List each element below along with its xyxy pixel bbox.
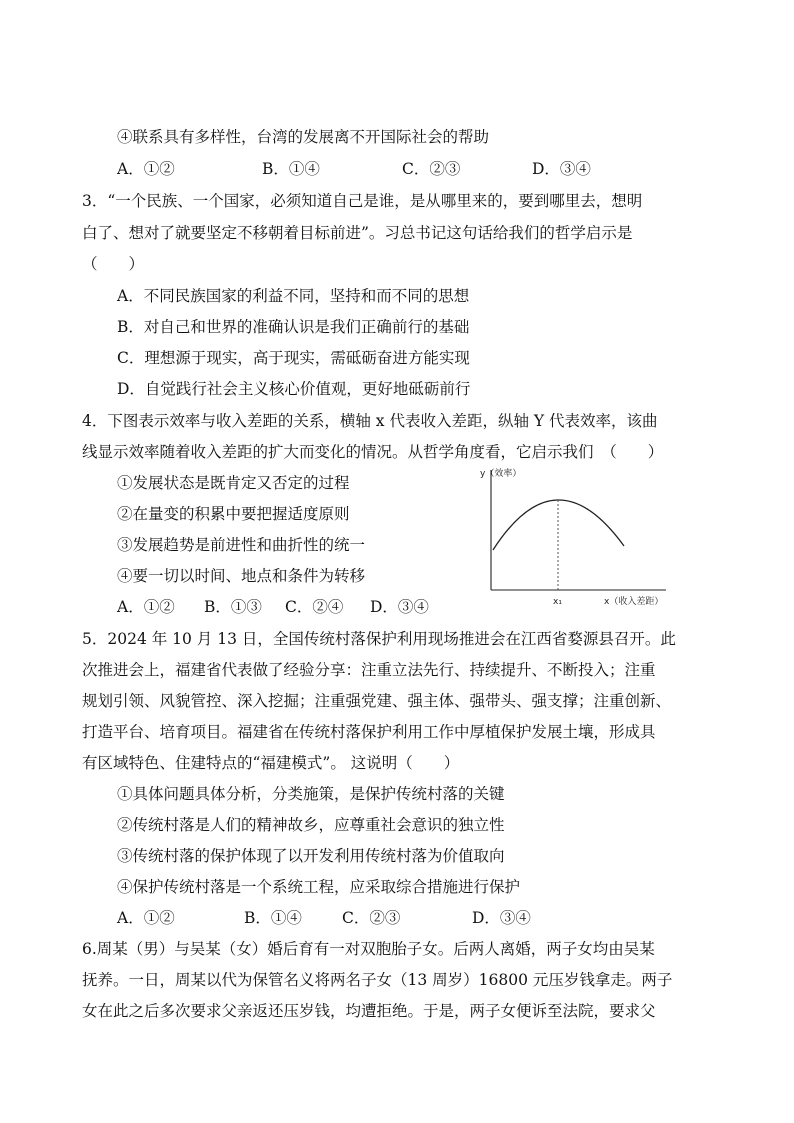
q5-item-4: ④保护传统村落是一个系统工程，应采取综合措施进行保护 [117, 878, 521, 896]
q3-option-a: A．不同民族国家的利益不同，坚持和而不同的思想 [117, 287, 470, 305]
q5-stem-line-1: 5．2024 年 10 月 13 日，全国传统村落保护利用现场推进会在江西省婺源县召开。此 [82, 630, 676, 648]
q4-option-b: B．①③ [204, 598, 262, 616]
q4-stem-line-2: 线显示效率随着收入差距的扩大而变化的情况。从哲学角度看，它启示我们 （ ） [82, 443, 664, 461]
q5-item-2: ②传统村落是人们的精神故乡，应尊重社会意识的独立性 [117, 816, 505, 834]
q4-stem-line-1: 4．下图表示效率与收入差距的关系，横轴 x 代表收入差距，纵轴 Y 代表效率，该曲 [82, 412, 658, 430]
q3-option-c: C．理想源于现实，高于现实，需砥砺奋进方能实现 [117, 349, 470, 367]
q2-option-d: D．③④ [532, 160, 591, 178]
q5-options [117, 907, 567, 929]
q5-item-1: ①具体问题具体分析，分类施策，是保护传统村落的关键 [117, 785, 505, 803]
q5-stem-line-4: 打造平台、培育项目。福建省在传统村落保护利用工作中厚植保护发展土壤，形成具 [82, 723, 656, 741]
x1-mark: x₁ [553, 597, 562, 607]
q6-stem-line-1: 6.周某（男）与吴某（女）婚后育有一对双胞胎子女。后两人离婚，两子女均由吴某 [82, 940, 655, 958]
q2-options [117, 158, 617, 180]
q2-item-4: ④联系具有多样性，台湾的发展离不开国际社会的帮助 [117, 128, 490, 146]
q3-stem-line-2: 白了、想对了就要坚定不移朝着目标前进”。习总书记这句话给我们的哲学启示是 [82, 224, 633, 242]
q5-item-3: ③传统村落的保护体现了以开发利用传统村落为价值取向 [117, 847, 505, 865]
q5-stem-line-2: 次推进会上，福建省代表做了经验分享：注重立法先行、持续提升、不断投入；注重 [82, 661, 656, 679]
x-axis-label: x（收入差距） [604, 597, 664, 607]
q5-stem-line-5: 有区域特色、住建特点的“福建模式”。 这说明（ ） [82, 754, 460, 772]
q5-option-d: D．③④ [472, 909, 531, 927]
q3-stem-line-1: 3．“一个民族、一个国家，必须知道自己是谁，是从哪里来的，要到哪里去，想明 [82, 192, 643, 210]
q4-options [117, 596, 447, 618]
q3-option-b: B．对自己和世界的准确认识是我们正确前行的基础 [117, 318, 470, 336]
q6-stem-line-2: 抚养。一日，周某以代为保管名义将两名子女（13 周岁）16800 元压岁钱拿走。两子 [82, 971, 673, 989]
q4-option-c: C．②④ [285, 598, 344, 616]
efficiency-curve [493, 500, 624, 550]
q4-item-4: ④要一切以时间、地点和条件为转移 [117, 567, 366, 585]
q5-option-c: C．②③ [342, 909, 401, 927]
q4-item-3: ③发展趋势是前进性和曲折性的统一 [117, 536, 366, 554]
q4-item-2: ②在量变的积累中要把握适度原则 [117, 505, 350, 523]
q4-option-a: A．①② [117, 598, 175, 616]
efficiency-income-graph [476, 462, 676, 610]
q2-option-a: A．①② [117, 160, 175, 178]
q3-stem-line-3: （ ） [82, 255, 145, 273]
q5-option-a: A．①② [117, 909, 175, 927]
q5-option-b: B．①④ [244, 909, 302, 927]
q4-item-1: ①发展状态是既肯定又否定的过程 [117, 474, 350, 492]
q2-option-b: B．①④ [262, 160, 320, 178]
y-axis-label: y（效率） [480, 469, 522, 479]
q5-stem-line-3: 规划引领、风貌管控、深入挖掘；注重强党建、强主体、强带头、强支撑；注重创新、 [82, 692, 672, 710]
q3-option-d: D．自觉践行社会主义核心价值观，更好地砥砺前行 [117, 380, 471, 398]
q6-stem-line-3: 女在此之后多次要求父亲返还压岁钱，均遭拒绝。于是，两子女便诉至法院，要求父 [82, 1002, 656, 1020]
q4-option-d: D．③④ [370, 598, 429, 616]
q2-option-c: C．②③ [402, 160, 461, 178]
